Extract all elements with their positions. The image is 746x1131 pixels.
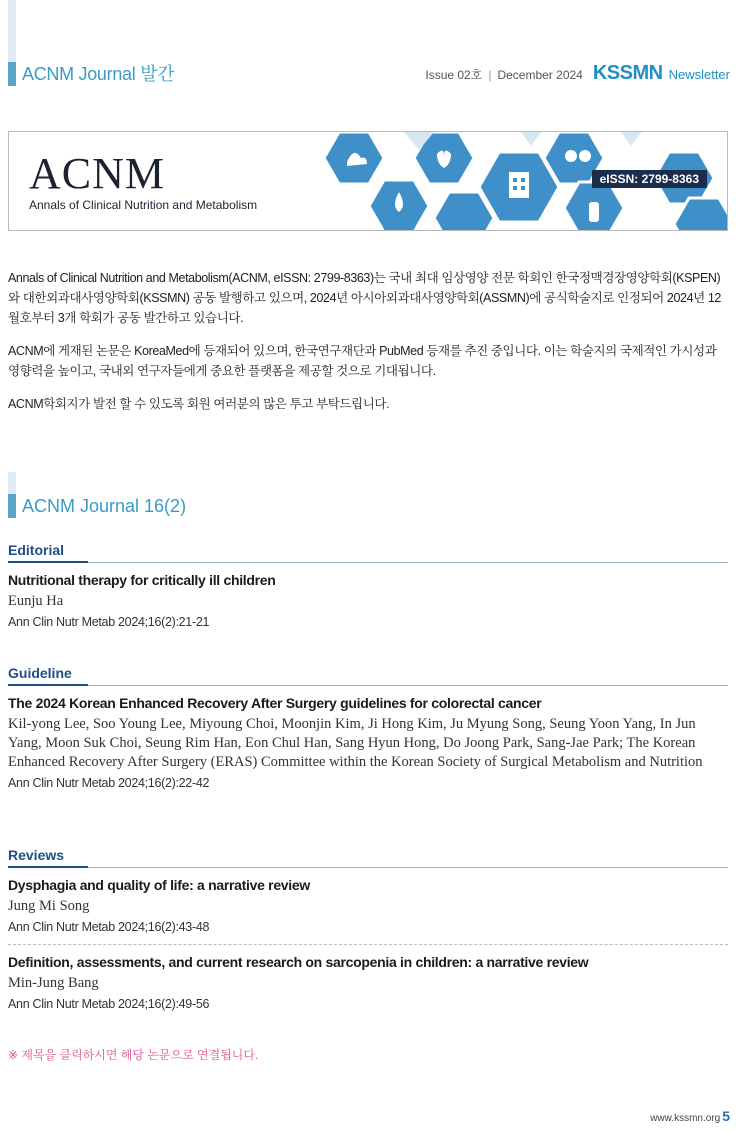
intro-text <box>8 268 730 427</box>
category-editorial <box>8 542 728 631</box>
article-citation: Ann Clin Nutr Metab 2024;16(2):22-42 <box>8 776 210 790</box>
article-citation: Ann Clin Nutr Metab 2024;16(2):21-21 <box>8 615 210 629</box>
click-notice: ※ 제목을 클릭하시면 해당 논문으로 연결됩니다. <box>8 1048 259 1062</box>
article-authors: Eunju Ha <box>8 593 64 609</box>
intro-paragraph: ACNM에 게재된 논문은 KoreaMed에 등재되어 있으며, 한국연구재단과 PubMed 등재를 추진 중입니다. 이는 학술지의 국제적인 가시성과 영향력을 높이고, 국내외 연구자들에게 중요한 플랫폼을 제공할 것으로 기대됩니다. <box>8 344 717 378</box>
article-title-link[interactable]: Definition, assessments, and current research on sarcopenia in children: a narrative review <box>8 954 589 970</box>
intro-paragraph: ACNM학회지가 발전 할 수 있도록 회원 여러분의 많은 투고 부탁드립니다. <box>8 397 390 411</box>
journal-banner[interactable] <box>8 131 728 231</box>
category-divider <box>8 867 728 868</box>
category-label: Guideline <box>8 665 88 686</box>
footer-url[interactable]: www.kssmn.org <box>650 1113 721 1124</box>
issue-info <box>425 62 730 86</box>
section-title: ACNM Journal 16(2) <box>22 496 187 516</box>
article-authors: Jung Mi Song <box>8 898 90 914</box>
category-divider <box>8 562 728 563</box>
brand-logo: KSSMN <box>592 62 663 84</box>
article-citation: Ann Clin Nutr Metab 2024;16(2):49-56 <box>8 997 210 1011</box>
category-label: Editorial <box>8 542 88 563</box>
category-label: Reviews <box>8 847 88 868</box>
footer <box>650 1108 730 1124</box>
page-title: ACNM Journal 발간 <box>22 64 175 84</box>
newsletter-label: Newsletter <box>668 67 730 82</box>
header-accent-stripe <box>8 0 16 62</box>
article-divider <box>8 944 728 945</box>
header-marker <box>8 62 16 86</box>
category-reviews <box>8 847 728 1013</box>
journal-logo: ACNM <box>29 149 166 198</box>
intro-paragraph: Annals of Clinical Nutrition and Metabolism(ACNM, eISSN: 2799-8363)는 국내 최대 임상영양 전문 학회인 한국정맥경장영양학회(KSPEN)와 대한외과대사영양학회(KSSMN) 공동 발행하고 있으며, 2024년 아시아외과대사영양학회(ASSMN)에 공식학술지로 인정되어 2024년 12월호부터 3개 학회가 공동 발간하고 있습니다. <box>8 271 721 325</box>
article-authors: Min-Jung Bang <box>8 975 99 991</box>
page-number: 5 <box>722 1108 730 1124</box>
category-divider <box>8 685 728 686</box>
category-guideline <box>8 665 728 792</box>
issue-date: December 2024 <box>497 68 583 82</box>
issue-divider: | <box>488 68 492 82</box>
issue-number: Issue 02호 <box>425 68 483 82</box>
section-marker <box>8 472 16 518</box>
article-authors: Kil-yong Lee, Soo Young Lee, Miyoung Choi, Moonjin Kim, Ji Hong Kim, Ju Myung Song, Seung Yoon Yang, In Jun Yang, Moon Suk Choi, Seung Rim Han, Eon Chul Han, Sang Hyun Hong, Do Joong Park, Sang-Jae Park; The Korean Enhanced Recovery After Surgery (ERAS) Committee within the Korean Society of Surgical Metabolism and Nutrition <box>8 716 703 770</box>
article-title-link[interactable]: Nutritional therapy for critically ill children <box>8 572 276 588</box>
eissn-badge: eISSN: 2799-8363 <box>592 170 707 188</box>
article-title-link[interactable]: The 2024 Korean Enhanced Recovery After Surgery guidelines for colorectal cancer <box>8 695 542 711</box>
article-citation: Ann Clin Nutr Metab 2024;16(2):43-48 <box>8 920 210 934</box>
journal-full-name: Annals of Clinical Nutrition and Metabolism <box>29 198 258 212</box>
article-title-link[interactable]: Dysphagia and quality of life: a narrative review <box>8 877 310 893</box>
